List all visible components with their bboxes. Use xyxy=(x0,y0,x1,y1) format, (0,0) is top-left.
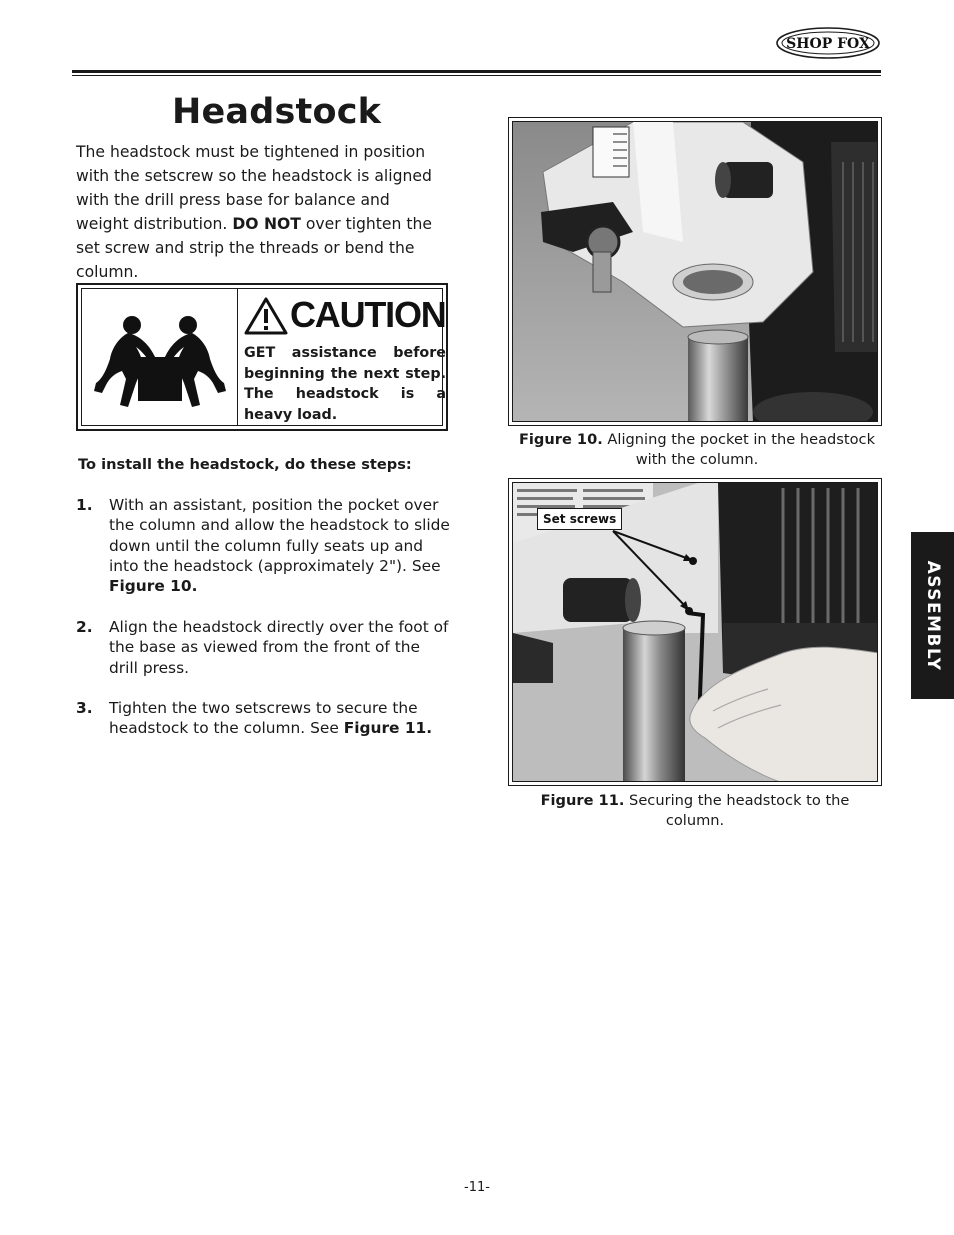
steps-heading: To install the headstock, do these steps: xyxy=(78,456,412,473)
header-rule-thin xyxy=(72,75,881,76)
intro-text-end: over tighten the set screw and strip the threads or bend the column. xyxy=(76,215,432,281)
figure-reference: Figure 11. xyxy=(343,719,433,738)
step-number: 2. xyxy=(76,618,93,636)
step-2 xyxy=(76,617,452,678)
two-person-lift-icon xyxy=(92,313,228,415)
headstock-photo-illustration xyxy=(513,122,878,422)
step-text xyxy=(109,617,452,678)
logo-text: SHOP FOX xyxy=(786,36,870,52)
intro-warning: DO NOT xyxy=(232,215,301,233)
step-number: 1. xyxy=(76,496,93,514)
figure-reference: Figure 10. xyxy=(109,577,198,596)
step-body: Tighten the two setscrews to secure the headstock to the column. See xyxy=(109,699,418,738)
step-body: With an assistant, position the pocket over the column and allow the headstock to slide down until the column fully seats up and into the headstock (approximately 2"). See xyxy=(109,496,450,575)
shop-fox-logo xyxy=(776,27,880,59)
caution-header xyxy=(244,294,448,335)
caution-text: GET assistance before beginning the next step. The headstock is a heavy load. xyxy=(244,345,446,423)
figure-caption-text: Aligning the pocket in the headstock with the column. xyxy=(602,431,876,468)
page-title: Headstock xyxy=(172,92,382,132)
set-screws-callout: Set screws xyxy=(537,508,622,530)
figure-10-caption xyxy=(508,430,886,469)
step-number: 3. xyxy=(76,699,93,717)
caution-box xyxy=(76,283,448,431)
figure-caption-text: Securing the headstock to the column. xyxy=(624,792,850,829)
intro-text: The headstock must be tightened in position with the setscrew so the headstock is aligned with the drill press base for balance and weight distribution. xyxy=(76,143,432,233)
header-rule xyxy=(72,70,881,73)
intro-paragraph xyxy=(76,140,441,284)
figure-label: Figure 11. xyxy=(540,792,625,809)
step-1 xyxy=(76,495,452,596)
warning-triangle-icon xyxy=(244,297,288,335)
section-tab-assembly xyxy=(911,532,954,699)
caution-heading: CAUTION xyxy=(290,294,446,335)
step-3 xyxy=(76,698,452,739)
figure-label: Figure 10. xyxy=(518,431,603,448)
figure-10-photo xyxy=(508,117,882,426)
step-text xyxy=(109,698,452,739)
step-body: Align the headstock directly over the foot of the base as viewed from the front of the drill press. xyxy=(109,618,449,677)
step-text xyxy=(109,495,452,596)
page-number: -11- xyxy=(464,1180,490,1195)
figure-11-caption xyxy=(530,791,860,830)
section-tab-label: ASSEMBLY xyxy=(922,560,943,671)
figure-11-photo xyxy=(508,478,882,786)
caution-divider xyxy=(237,289,238,425)
